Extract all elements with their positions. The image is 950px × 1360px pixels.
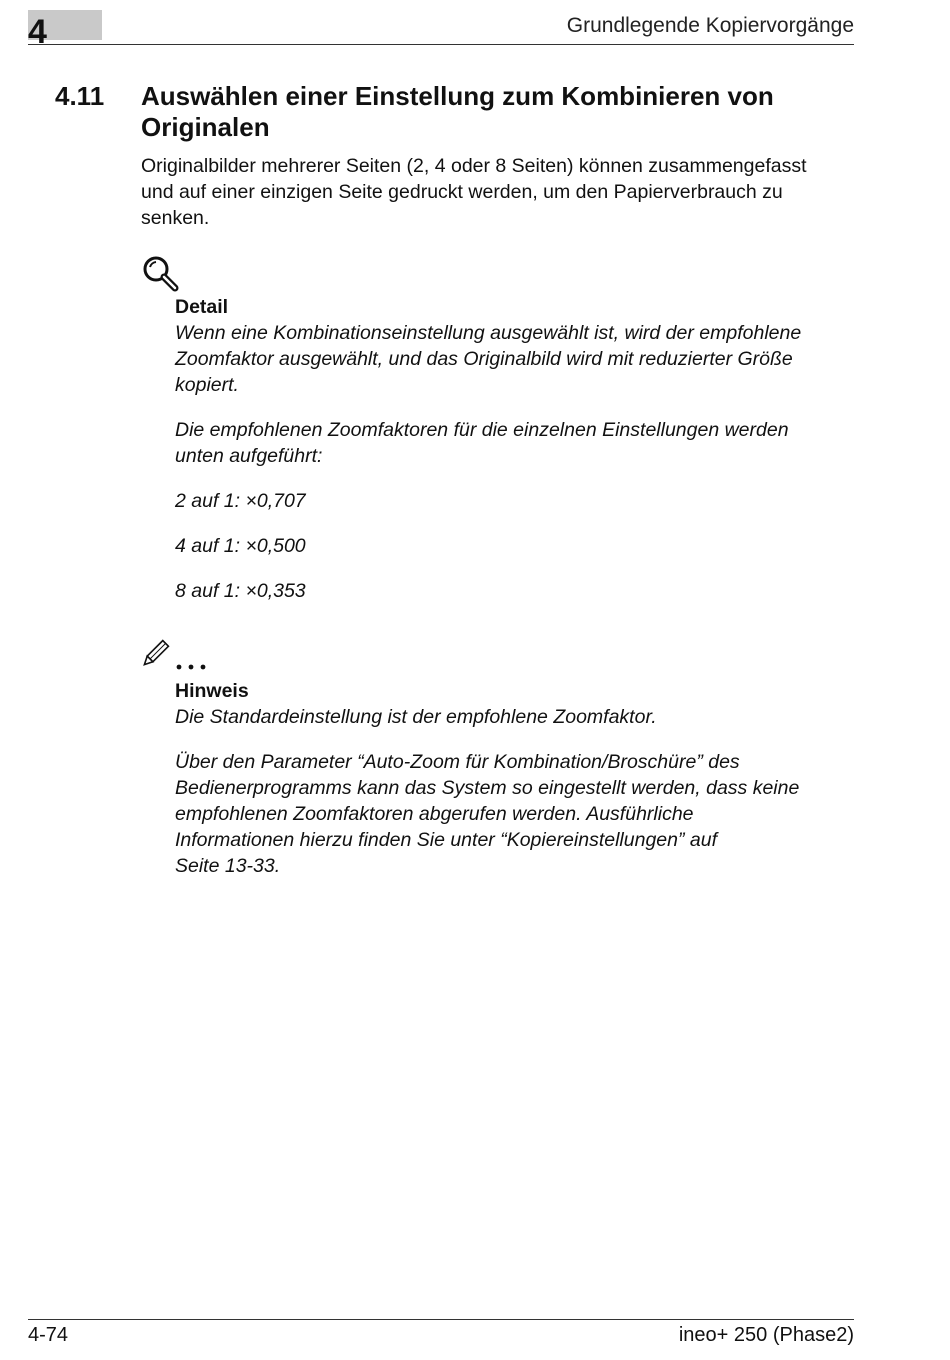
zoom-ratio: 2 auf 1: ×0,707 [175,490,306,512]
note-label: Hinweis [175,680,249,702]
footer-divider [28,1319,854,1320]
detail-block [175,294,865,604]
page-number: 4-74 [28,1324,69,1346]
pencil-note-icon [141,638,211,672]
intro-paragraph: Originalbilder mehrerer Seiten (2, 4 oder 8 Seiten) können zusammengefasst und auf einer einzigen Seite gedruckt werden, um den Papierverbrauch zu senken. [141,155,807,229]
chapter-number: 4 [28,13,47,51]
note-paragraph: Über den Parameter “Auto-Zoom für Kombination/Broschüre” des Bedienerprogramms kann das System so eingestellt werden, dass keine empfohlenen Zoomfaktoren abgerufen werden. Ausführliche Informationen hierzu finden Sie unter “Kopiereinstellungen” auf Seite 13-33. [175,751,800,877]
section-title: Auswählen einer Einstellung zum Kombinieren von Originalen [141,81,774,142]
detail-paragraph: Die empfohlenen Zoomfaktoren für die einzelnen Einstellungen werden unten aufgeführt: [175,419,789,467]
note-paragraph: Die Standardeinstellung ist der empfohlene Zoomfaktor. [175,706,657,728]
product-name: ineo+ 250 (Phase2) [678,1324,854,1346]
running-title: Grundlegende Kopiervorgänge [566,14,854,37]
section-number: 4.11 [55,81,105,111]
header-divider [28,44,854,45]
magnifier-icon [141,254,181,294]
detail-paragraph: Wenn eine Kombinationseinstellung ausgewählt ist, wird der empfohlene Zoomfaktor ausgewählt, und das Originalbild wird mit reduzierter Größe kopiert. [175,322,802,396]
note-block [175,678,865,879]
detail-label: Detail [175,296,229,318]
zoom-ratio: 8 auf 1: ×0,353 [175,580,306,602]
zoom-ratio: 4 auf 1: ×0,500 [175,535,306,557]
